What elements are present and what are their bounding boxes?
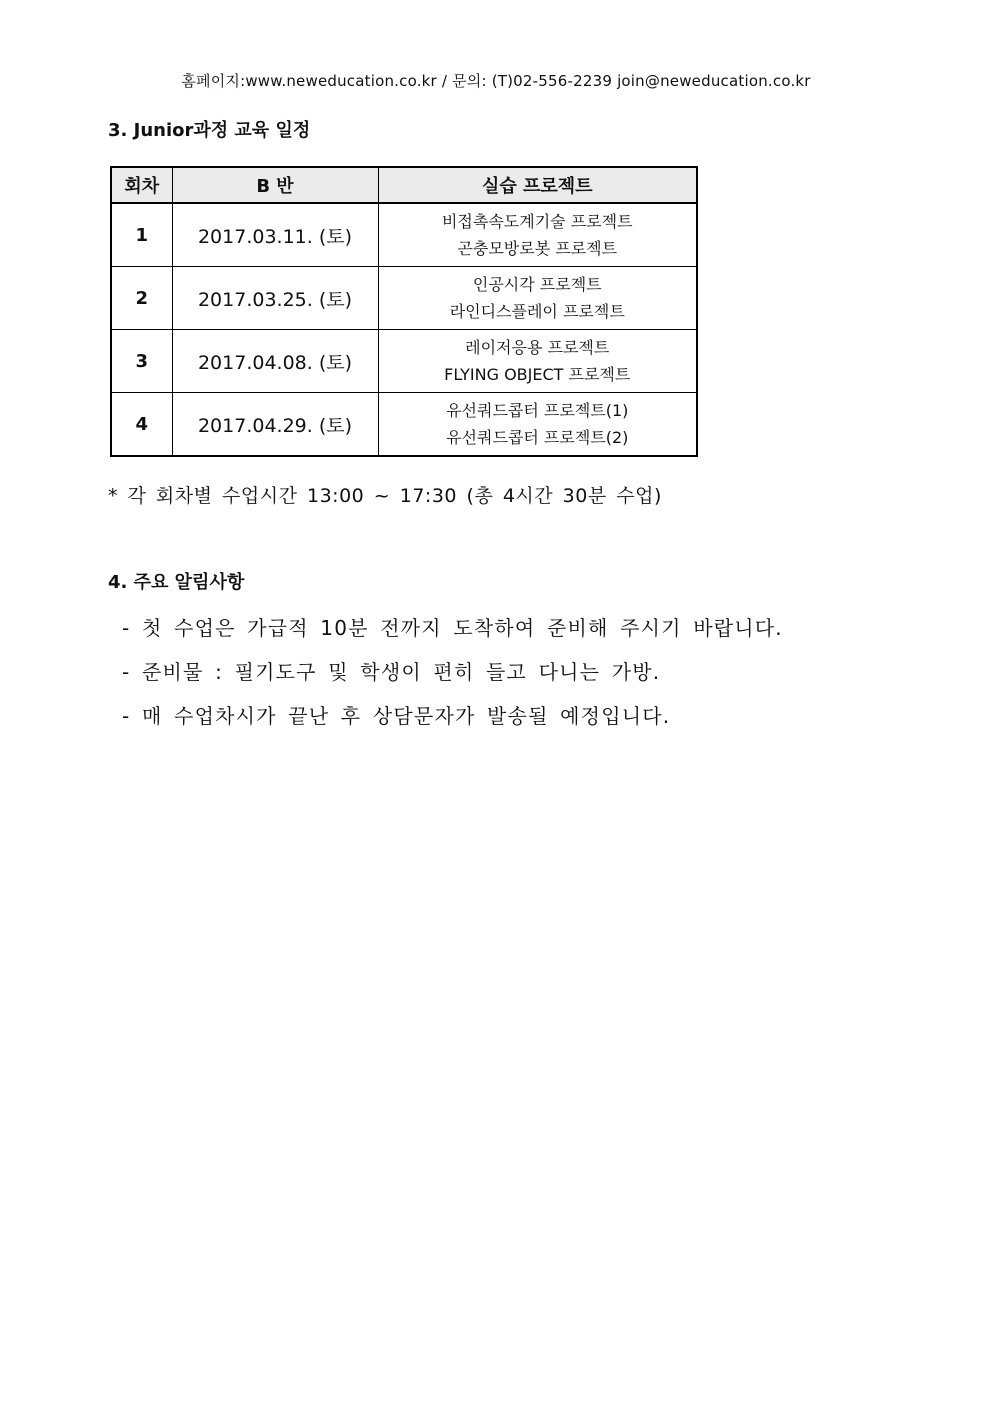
- table-row: [111, 267, 697, 330]
- session-projects: [378, 393, 697, 457]
- column-header-projects: 실습 프로젝트: [378, 167, 697, 203]
- project-name: 유선쿼드콥터 프로젝트(1): [446, 401, 629, 420]
- session-projects: [378, 330, 697, 393]
- project-name: 비접촉속도계기술 프로젝트: [441, 212, 633, 231]
- project-name: 인공시각 프로젝트: [472, 275, 602, 294]
- session-projects: [378, 267, 697, 330]
- session-number: 3: [111, 330, 172, 393]
- class-time-note: * 각 회차별 수업시간 13:00 ~ 17:30 (총 4시간 30분 수업): [108, 485, 662, 507]
- table-row: [111, 330, 697, 393]
- session-date: 2017.03.11. (토): [172, 203, 378, 267]
- table-row: [111, 393, 697, 457]
- project-name: 라인디스플레이 프로젝트: [449, 302, 625, 321]
- session-number: 4: [111, 393, 172, 457]
- project-name: 레이저응용 프로젝트: [465, 338, 610, 357]
- column-header-session: 회차: [111, 167, 172, 203]
- notice-item: - 준비물 : 필기도구 및 학생이 편히 들고 다니는 가방.: [122, 660, 661, 684]
- table-row: [111, 203, 697, 267]
- session-number: 1: [111, 203, 172, 267]
- schedule-table: [110, 166, 698, 457]
- project-name: FLYING OBJECT 프로젝트: [444, 365, 631, 384]
- notice-item: - 매 수업차시가 끝난 후 상담문자가 발송될 예정입니다.: [122, 704, 671, 728]
- session-date: 2017.04.08. (토): [172, 330, 378, 393]
- session-date: 2017.03.25. (토): [172, 267, 378, 330]
- section-title-schedule: 3. Junior과정 교육 일정: [108, 120, 311, 141]
- project-name: 유선쿼드콥터 프로젝트(2): [446, 428, 629, 447]
- header-contact-line: 홈페이지:www.neweducation.co.kr / 문의: (T)02-556-2239 join@neweducation.co.kr: [181, 72, 811, 90]
- session-date: 2017.04.29. (토): [172, 393, 378, 457]
- project-name: 곤충모방로봇 프로젝트: [457, 239, 618, 258]
- session-number: 2: [111, 267, 172, 330]
- table-header-row: [111, 167, 697, 203]
- notice-item: - 첫 수업은 가급적 10분 전까지 도착하여 준비해 주시기 바랍니다.: [122, 616, 783, 640]
- session-projects: [378, 203, 697, 267]
- section-title-notices: 4. 주요 알림사항: [108, 572, 245, 593]
- column-header-class-b: B 반: [172, 167, 378, 203]
